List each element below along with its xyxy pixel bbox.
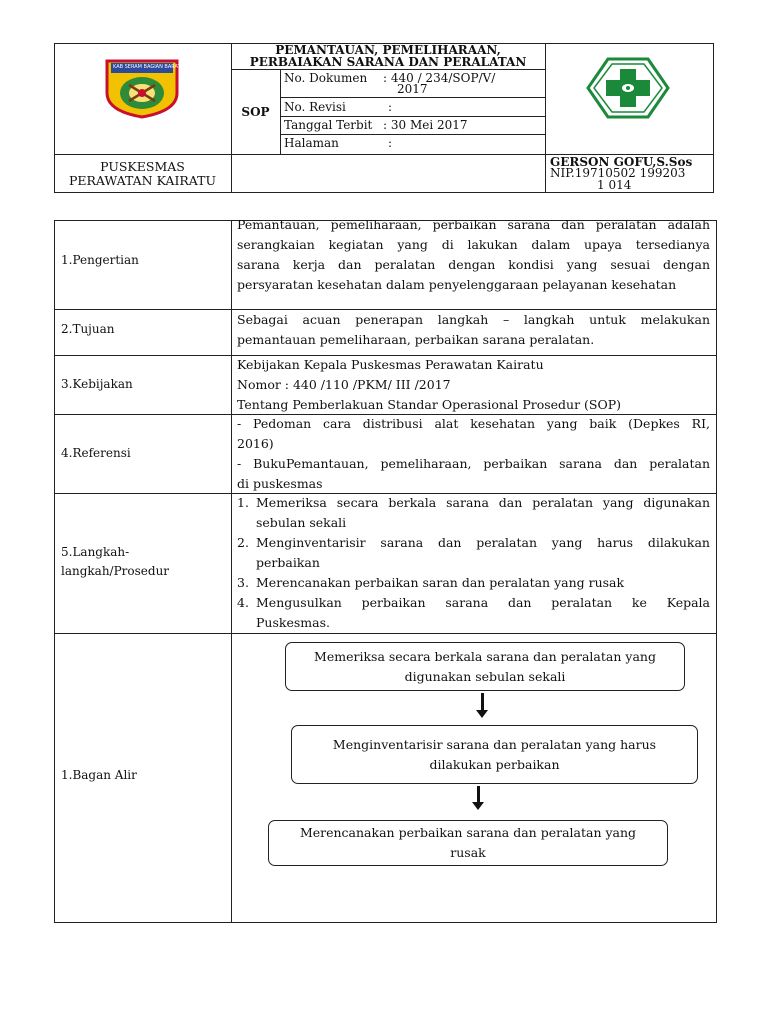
header-row-line: [280, 134, 545, 135]
flow-text: Menginventarisir sarana dan peralatan yang harus: [332, 736, 657, 752]
flow-arrow-head: [476, 710, 488, 718]
page-value: :: [388, 136, 393, 150]
flowchart-step-2: [291, 725, 698, 784]
flowchart-step-1: [285, 642, 685, 691]
step-number: 3.: [237, 575, 249, 590]
step-text: Memeriksa secara berkala sarana dan peralatan yang digunakan: [256, 495, 710, 510]
section-text-tujuan: [237, 310, 710, 350]
step-number: 1.: [237, 495, 249, 510]
content-row-line: [54, 633, 717, 634]
regency-logo: [103, 57, 181, 119]
flowchart-step-3: [268, 820, 668, 866]
flow-arrow-head: [472, 802, 484, 810]
text-line: Sebagai acuan penerapan langkah – langkah untuk melakukan: [237, 312, 710, 327]
section-text-pengertian: [237, 215, 710, 295]
section-text-referensi: [237, 414, 710, 494]
text-line: di puskesmas: [237, 476, 323, 491]
step-text: Menginventarisir sarana dan peralatan yang harus dilakukan: [256, 535, 710, 550]
section-label-prosedur: 5.Langkah-: [61, 545, 130, 559]
text-line: Nomor : 440 /110 /PKM/ III /2017: [237, 377, 451, 392]
signer-nip: NIP.19710502 199203: [550, 166, 686, 180]
section-label-bagan: 1.Bagan Alir: [61, 768, 137, 782]
doc-number-label: No. Dokumen: [284, 71, 368, 85]
step-text: Mengusulkan perbaikan sarana dan peralatan ke Kepala: [256, 595, 710, 610]
step-text-cont: Puskesmas.: [256, 615, 330, 630]
text-line: persyaratan kesehatan dalam penyelenggaraan pelayanan kesehatan: [237, 277, 677, 292]
doc-number-value: : 440 / 234/SOP/V/: [383, 71, 496, 85]
step-text-cont: sebulan sekali: [256, 515, 347, 530]
step-number: 2.: [237, 535, 249, 550]
header-row-line: [280, 97, 545, 98]
content-table-column-divider: [231, 220, 232, 923]
sop-title-line2: PERBAIAKAN SARANA DAN PERALATAN: [249, 55, 527, 69]
issue-date-label: Tanggal Terbit: [284, 118, 373, 132]
header-row-line: [280, 116, 545, 117]
procedure-step: [237, 533, 710, 573]
section-label-referensi: 4.Referensi: [61, 446, 131, 460]
text-line: - Pedoman cara distribusi alat kesehatan yang baik (Depkes RI,: [237, 416, 710, 431]
revision-label: No. Revisi: [284, 100, 346, 114]
flow-arrow: [481, 693, 484, 711]
section-label-tujuan: 2.Tujuan: [61, 322, 115, 336]
health-cross-logo: [586, 57, 670, 119]
flow-text-cont: dilakukan perbaikan: [429, 756, 560, 772]
doc-number-value-year: 2017: [397, 82, 428, 96]
page-label: Halaman: [284, 136, 339, 150]
revision-value: :: [388, 100, 393, 114]
issue-date-value: : 30 Mei 2017: [383, 118, 468, 132]
flow-text: Memeriksa secara berkala sarana dan peralatan yang: [314, 648, 656, 664]
header-divider-sop: [280, 69, 281, 154]
header-divider-right: [545, 43, 546, 193]
procedure-step: [237, 593, 710, 633]
header-row-line: [231, 69, 545, 70]
flow-text: Merencanakan perbaikan sarana dan peralatan yang: [299, 825, 637, 840]
section-text-kebijakan: [237, 355, 710, 415]
unit-name-line1: PUSKESMAS: [100, 159, 185, 174]
text-line: sarana kerja dan peralatan dengan kondisi yang sesuai dengan: [237, 257, 710, 272]
text-line: serangkaian kegiatan yang di lakukan dalam upaya tersedianya: [237, 237, 710, 252]
text-line: - BukuPemantauan, pemeliharaan, perbaikan sarana dan peralatan: [237, 456, 710, 471]
text-line: Tentang Pemberlakuan Standar Operasional Prosedur (SOP): [237, 397, 622, 412]
section-label-kebijakan: 3.Kebijakan: [61, 377, 133, 391]
section-label-prosedur-cont: langkah/Prosedur: [61, 564, 170, 578]
sop-label: SOP: [241, 105, 270, 119]
flow-text-cont: rusak: [450, 845, 486, 860]
unit-name-line2: PERAWATAN KAIRATU: [68, 173, 217, 188]
signer-nip-cont: 1 014: [597, 178, 632, 192]
procedure-steps: [237, 493, 710, 633]
text-line: Pemantauan, pemeliharaan, perbaikan sarana dan peralatan adalah: [237, 217, 710, 232]
text-line: pemantauan pemeliharaan, perbaikan sarana peralatan.: [237, 332, 595, 347]
text-line: 2016): [237, 436, 274, 451]
procedure-step: [237, 573, 710, 593]
sop-title-line1: PEMANTAUAN, PEMELIHARAAN,: [275, 43, 501, 57]
signer-name: GERSON GOFU,S.Sos: [550, 155, 693, 169]
section-label-pengertian: 1.Pengertian: [61, 253, 139, 267]
regency-logo-text: KAB SERAM BAGIAN BARAT: [113, 64, 181, 70]
step-text: Merencanakan perbaikan saran dan peralatan yang rusak: [256, 575, 625, 590]
step-text-cont: perbaikan: [256, 555, 320, 570]
flow-text-cont: digunakan sebulan sekali: [404, 668, 566, 684]
procedure-step: [237, 493, 710, 533]
step-number: 4.: [237, 595, 249, 610]
flow-arrow: [477, 786, 480, 803]
text-line: Kebijakan Kepala Puskesmas Perawatan Kairatu: [237, 357, 544, 372]
